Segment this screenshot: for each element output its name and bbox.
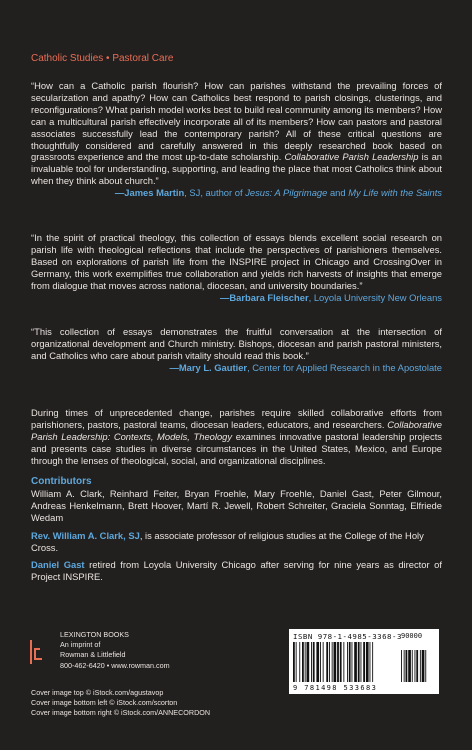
book-description: During times of unprecedented change, parishes require skilled collaborative efforts from parishioners, pastors, pastoral teams, diocesan leaders, educators, and researchers. Collaborative Parish Leadership: Contexts, Models, Theology examines innovative pastoral leadership projects and presents case studies in diverse circumstances in the United States, Mexico, and Europe through the lenses of theological, social, and organizational disciplines.: [31, 407, 442, 466]
barcode-bar: [337, 642, 339, 682]
barcode-bar: [366, 642, 369, 682]
contributors-list: William A. Clark, Reinhard Feiter, Bryan Froehle, Mary Froehle, Daniel Gast, Peter Gilmour, Andreas Henkelmann, Brett Hoover, Martí R. Jewell, Robert Schreiter, Graciela Sonntag, Elfriede Wedam: [31, 487, 442, 523]
barcode-bar: [311, 642, 312, 682]
publisher-info: LEXINGTON BOOKS An imprint of Rowman & Littlefield 800-462-6420 • www.rowman.com: [60, 630, 170, 670]
barcode-bar: [296, 642, 297, 682]
blurb-attribution: —Mary L. Gautier, Center for Applied Research in the Apostolate: [169, 361, 442, 373]
image-credits: Cover image top © iStock.com/agustavop Cover image bottom left © iStock.com/scorton Cover image bottom right © iStock.com/ANNECORDON: [31, 688, 211, 717]
barcode-bar: [370, 642, 371, 682]
barcode-bar: [363, 642, 365, 682]
barcode-bar: [332, 642, 333, 682]
barcode-bar: [361, 642, 362, 682]
barcode-number: 9 781498 533683: [293, 684, 378, 692]
publisher-logo-icon: [30, 640, 44, 664]
barcode-bar: [372, 642, 373, 682]
barcode-addon-bar: [425, 650, 426, 682]
publisher-contact: 800-462-6420 • www.rowman.com: [60, 660, 170, 670]
editor-bio-gast: Daniel Gast retired from Loyola University Chicago after serving for nine years as director of Project INSPIRE.: [31, 559, 442, 582]
barcode-addon-bar: [415, 650, 416, 682]
barcode-bar: [334, 642, 337, 682]
barcode-bar: [326, 642, 328, 682]
book-title: Collaborative Parish Leadership: Contexts, Models, Theology: [31, 418, 442, 442]
blurb-author: —James Martin: [114, 187, 185, 199]
barcode-bar: [316, 642, 319, 682]
barcode-bars: [293, 642, 435, 684]
barcode-bar: [302, 642, 304, 682]
barcode-addon-bar: [412, 650, 413, 682]
blurb-attribution: —James Martin, SJ, author of Jesus: A Pilgrimage and My Life with the Saints: [114, 187, 442, 199]
barcode-bar: [343, 642, 344, 682]
publisher-name: LEXINGTON BOOKS: [60, 630, 129, 639]
barcode-addon-bar: [406, 650, 408, 682]
barcode-bar: [358, 642, 360, 682]
barcode-addon-bar: [404, 650, 405, 682]
blurb-author: —Mary L. Gautier: [169, 361, 248, 373]
barcode-bar: [323, 642, 324, 682]
contributors-heading: Contributors: [31, 476, 92, 487]
blurb-mary-gautier: [31, 326, 442, 374]
barcode-bar: [340, 642, 342, 682]
barcode-bar: [354, 642, 357, 682]
blurb-text: “This collection of essays demonstrates the fruitful conversation at the intersection of organizational development and Church ministry. Bishops, diocesan and parish pastoral ministers, and Catholics who care about parish vitality should read this book.”: [31, 326, 442, 361]
editor-name: Rev. William A. Clark, SJ: [31, 530, 140, 541]
editor-name: Daniel Gast: [31, 559, 85, 570]
barcode-bar: [307, 642, 310, 682]
barcode-bar: [313, 642, 315, 682]
barcode-bar: [349, 642, 351, 682]
category-label: Catholic Studies • Pastoral Care: [31, 53, 174, 64]
blurb-text: “In the spirit of practical theology, this collection of essays blends excellent social research on parish life with theological reflections that include the perspectives of parishioners themselves. Based on explorations of parish life from the INSPIRE project in Chicago and CrossingOver in Germany, this work exemplifies true collaboration and yields rich harvests of insights that emerge from dialogue that moves across national, diocesan, and university boundaries.”: [31, 232, 442, 291]
barcode-bar: [352, 642, 353, 682]
barcode: [289, 629, 439, 694]
barcode-bar: [299, 642, 300, 682]
barcode-addon-bar: [422, 650, 425, 682]
barcode-bar: [347, 642, 348, 682]
blurb-barbara-fleischer: [31, 232, 442, 304]
barcode-addon-bar: [416, 650, 418, 682]
isbn-number: ISBN 978-1-4985-3368-3: [293, 632, 402, 641]
barcode-bar: [320, 642, 321, 682]
blurb-attribution: —Barbara Fleischer, Loyola University New Orleans: [220, 291, 442, 303]
barcode-addon-bar: [401, 650, 402, 682]
barcode-addon-bar: [420, 650, 421, 682]
barcode-addon-bar: [408, 650, 411, 682]
barcode-bar: [293, 642, 295, 682]
blurb-text: “How can a Catholic parish flourish? How can parishes withstand the prevailing forces of secularization and apathy? How can Catholics best respond to parish closings, clusterings, and reconfigurations? What parish model works best to build real community among its members? How can a multicultural parish effectively incorporate all of its members? How can pastors and pastoral associates successfully lead the contemporary parish? All of these critical questions are thoughtfully considered and carefully answered in this deeply researched book based on grassroots experience and the most up-to-date scholarship. Collaborative Parish Leadership is an invaluable tool for understanding, supporting, and leading the place that most Catholics think about when they think about church.”: [31, 80, 442, 187]
blurb-james-martin: [31, 80, 442, 199]
editor-bio-clark: Rev. William A. Clark, SJ, is associate professor of religious studies at the College of the Holy Cross.: [31, 530, 424, 553]
blurb-author: —Barbara Fleischer: [220, 291, 309, 303]
barcode-bar: [305, 642, 306, 682]
barcode-addon: 90000: [401, 632, 423, 640]
barcode-bar: [329, 642, 330, 682]
book-title: Collaborative Parish Leadership: [284, 151, 419, 163]
contributors-section: [31, 476, 442, 524]
